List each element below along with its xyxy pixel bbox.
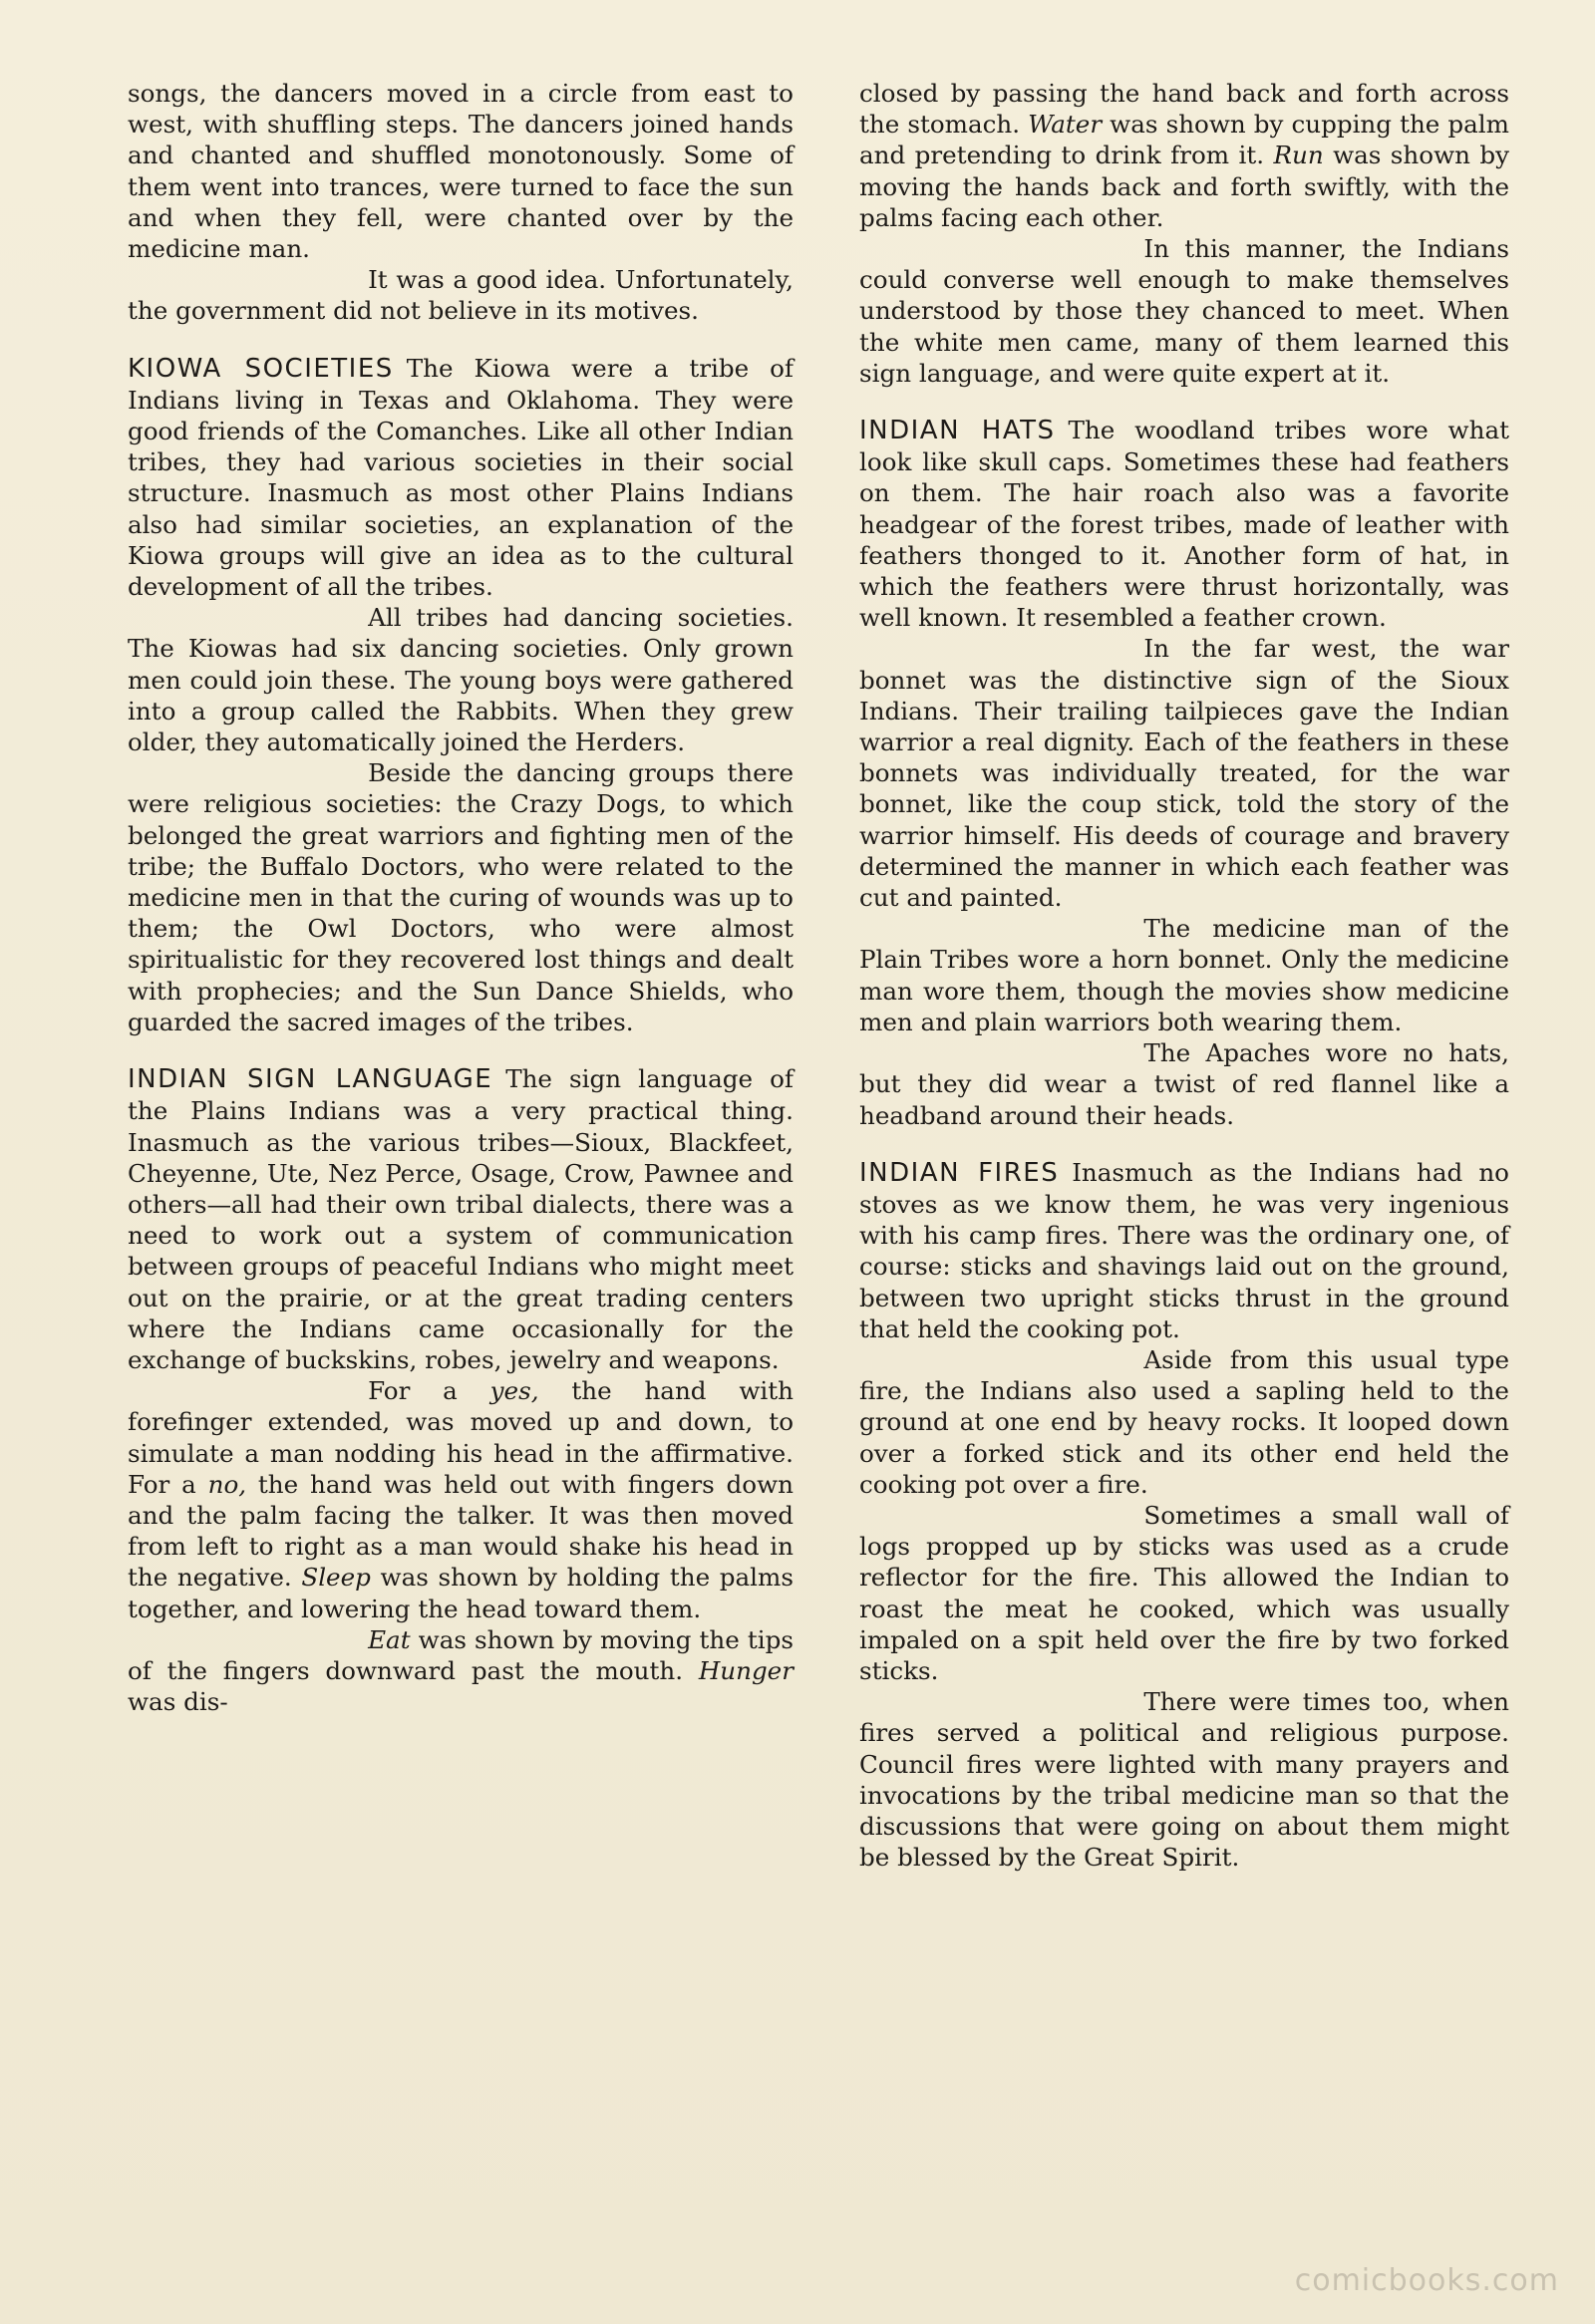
- watermark: comicbooks.com: [1294, 2263, 1559, 2298]
- section-heading-kiowa: KIOWA SOCIETIES: [128, 353, 394, 384]
- kiowa-paragraph-1: KIOWA SOCIETIES The Kiowa were a tribe of Indians living in Texas and Oklahoma. They were good friends of the Comanches. Like all other Indian tribes, they had various societies in their social structure. Inasmuch as most other Plains Indians also had similar societies, an explanation of the Kiowa groups will give an idea as to the cultural development of all the tribes.: [128, 353, 794, 602]
- section-heading-fires: INDIAN FIRES: [859, 1157, 1060, 1188]
- section-sign-language: [128, 1063, 794, 1717]
- kiowa-paragraph-3: Beside the dancing groups there were religious societies: the Crazy Dogs, to which belonged the great warriors and fighting men of the tribe; the Buffalo Doctors, who were related to the medicine men in that the curing of wounds was up to them; the Owl Doctors, who were almost spiritualistic for they recovered lost things and dealt with prophecies; and the Sun Dance Shields, who guarded the sacred images of the tribes.: [128, 758, 794, 1036]
- hats-paragraph-2: In the far west, the war bonnet was the distinctive sign of the Sioux Indians. Their trailing tailpieces gave the Indian warrior a real dignity. Each of the feathers in these bonnets was individually treated, for the war bonnet, like the coup stick, told the story of the warrior himself. His deeds of courage and bravery determined the manner in which each feather was cut and painted.: [859, 634, 1509, 913]
- section-indian-hats: [859, 415, 1509, 1131]
- sign-paragraph-3: Eat was shown by moving the tips of the fingers downward past the mouth. Hunger was dis-: [128, 1624, 794, 1717]
- sign-paragraph-2: For a yes, the hand with forefinger extended, was moved up and down, to simulate a man nodding his head in the affirmative. For a no, the hand was held out with fingers down and the palm facing the talker. It was then moved from left to right as a man would shake his head in the negative. Sleep was shown by holding the palms together, and lowering the head toward them.: [128, 1376, 794, 1623]
- hats-paragraph-3: The medicine man of the Plain Tribes wore a horn bonnet. Only the medicine man wore them, though the movies show medicine men and plain warriors both wearing them.: [859, 914, 1509, 1036]
- fires-paragraph-4: There were times too, when fires served a political and religious purpose. Council fires were lighted with many prayers and invocations by the tribal medicine man so that the discussions that were going on about them might be blessed by the Great Spirit.: [859, 1687, 1509, 1873]
- sign-paragraph-1: INDIAN SIGN LANGUAGE The sign language of the Plains Indians was a very practical thing. Inasmuch as the various tribes—Sioux, Blackfeet, Cheyenne, Ute, Nez Perce, Osage, Crow, Pawnee and others—all had their own tribal dialects, there was a need to work out a system of communication between groups of peaceful Indians who might meet out on the prairie, or at the great trading centers where the Indians came occasionally for the exchange of buckskins, robes, jewelry and weapons.: [128, 1064, 794, 1374]
- section-kiowa-societies: [128, 353, 794, 1037]
- intro-paragraph-2: It was a good idea. Unfortunately, the government did not believe in its motives.: [128, 265, 794, 326]
- hats-paragraph-1: INDIAN HATS The woodland tribes wore what look like skull caps. Sometimes these had feathers on them. The hair roach also was a favorite headgear of the forest tribes, made of leather with feathers thonged to it. Another form of hat, in which the feathers were thrust horizontally, was well known. It resembled a feather crown.: [859, 416, 1509, 633]
- section-heading-sign-language: INDIAN SIGN LANGUAGE: [128, 1064, 493, 1095]
- intro-paragraph: songs, the dancers moved in a circle from east to west, with shuffling steps. The dancers joined hands and chanted and shuffled monotonously. Some of them went into trances, were turned to face the sun and when they fell, were chanted over by the medicine man.: [128, 79, 794, 264]
- right-column: [859, 78, 1509, 1873]
- fires-paragraph-1: INDIAN FIRES Inasmuch as the Indians had no stoves as we know them, he was very ingenious with his camp fires. There was the ordinary one, of course: sticks and shavings laid out on the ground, between two upright sticks thrust in the ground that held the cooking pot.: [859, 1157, 1509, 1343]
- kiowa-paragraph-2: All tribes had dancing societies. The Kiowas had six dancing societies. Only grown men could join these. The young boys were gathered into a group called the Rabbits. When they grew older, they automatically joined the Herders.: [128, 603, 794, 757]
- left-column: [128, 78, 794, 1717]
- hats-paragraph-4: The Apaches wore no hats, but they did wear a twist of red flannel like a headband around their heads.: [859, 1038, 1509, 1130]
- fires-paragraph-3: Sometimes a small wall of logs propped up by sticks was used as a crude reflector for the fire. This allowed the Indian to roast the meat he cooked, which was usually impaled on a spit held over the fire by two forked sticks.: [859, 1500, 1509, 1685]
- sign-continued-paragraph-2: In this manner, the Indians could converse well enough to make themselves understood by those they chanced to meet. When the white men came, many of them learned this sign language, and were quite expert at it.: [859, 234, 1509, 388]
- sign-continued-paragraph: closed by passing the hand back and forth across the stomach. Water was shown by cupping the palm and pretending to drink from it. Run was shown by moving the hands back and forth swiftly, with the palms facing each other.: [859, 79, 1509, 232]
- fires-paragraph-2: Aside from this usual type fire, the Indians also used a sapling held to the ground at one end by heavy rocks. It looped down over a forked stick and its other end held the cooking pot over a fire.: [859, 1344, 1509, 1499]
- section-heading-hats: INDIAN HATS: [859, 416, 1056, 446]
- section-indian-fires: [859, 1157, 1509, 1874]
